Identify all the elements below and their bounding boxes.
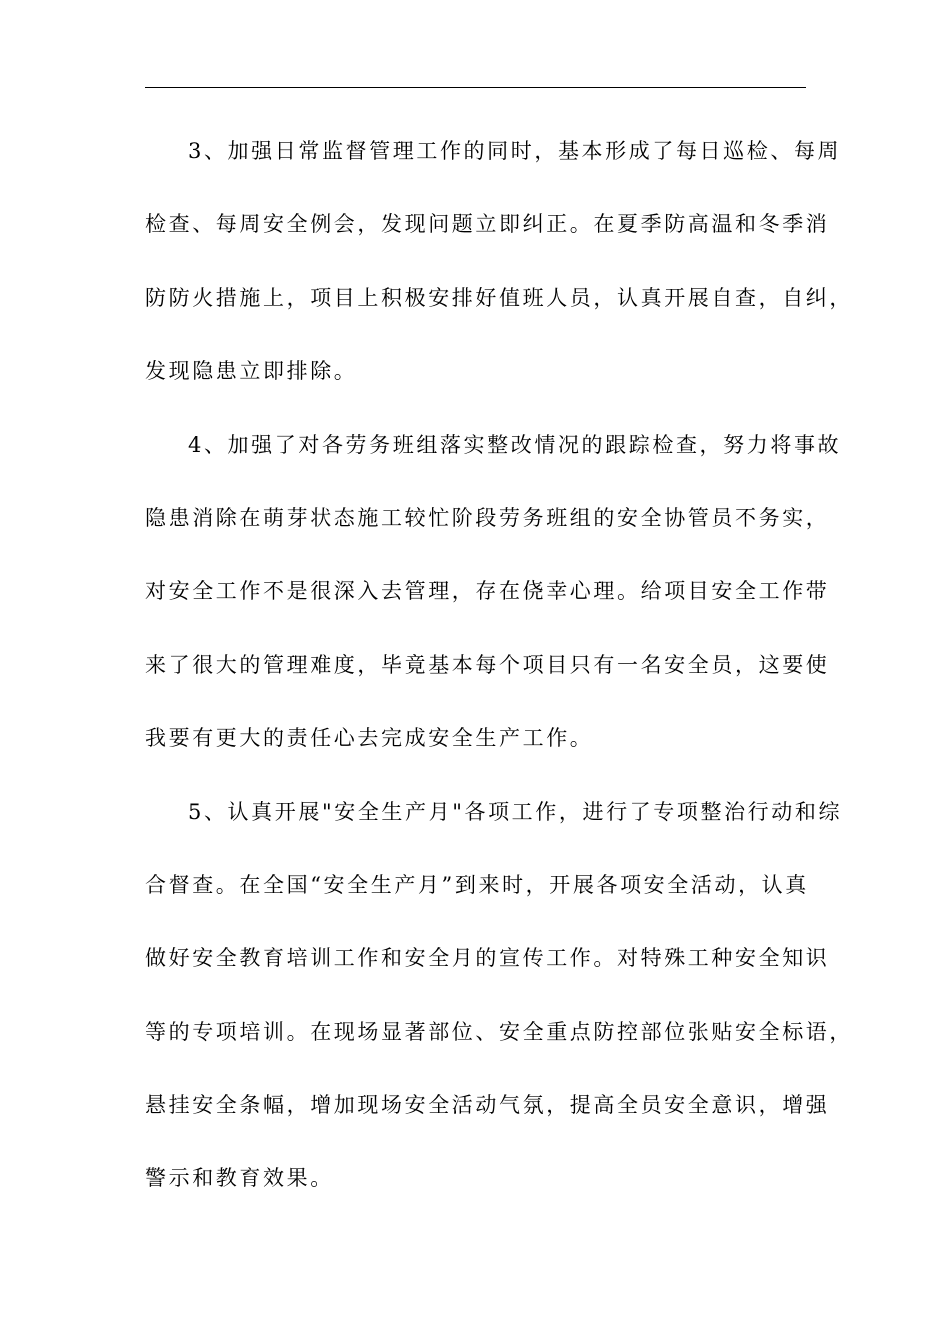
text-line: 我要有更大的责任心去完成安全生产工作。 xyxy=(145,726,594,751)
paragraph-5 xyxy=(145,776,853,1216)
paragraph-4 xyxy=(145,409,842,776)
text-line: 做好安全教育培训工作和安全月的宣传工作。对特殊工种安全知识 xyxy=(145,946,830,971)
header-rule xyxy=(145,87,806,88)
paragraph-3 xyxy=(145,115,853,409)
text-line: 发现隐患立即排除。 xyxy=(145,359,358,384)
document-body xyxy=(145,115,853,1216)
text-line: 3、加强日常监督管理工作的同时，基本形成了每日巡检、每周 xyxy=(188,139,842,163)
text-line: 警示和教育效果。 xyxy=(145,1166,334,1191)
text-line: 来了很大的管理难度，毕竟基本每个项目只有一名安全员，这要使 xyxy=(145,652,830,677)
text-line: 悬挂安全条幅，增加现场安全活动气氛，提高全员安全意识，增强 xyxy=(145,1093,830,1118)
text-line: 合督查。在全国“安全生产月”到来时，开展各项安全活动，认真 xyxy=(145,872,809,897)
text-line: 4、加强了对各劳务班组落实整改情况的跟踪检查，努力将事故 xyxy=(188,432,842,457)
text-line: 对安全工作不是很深入去管理，存在侥幸心理。给项目安全工作带 xyxy=(145,579,830,604)
text-line: 检查、每周安全例会，发现问题立即纠正。在夏季防高温和冬季消 xyxy=(145,212,830,237)
text-line: 5、认真开展"安全生产月"各项工作，进行了专项整治行动和综 xyxy=(188,799,843,824)
text-line: 防防火措施上，项目上积极安排好值班人员，认真开展自查，自纠， xyxy=(145,285,853,310)
text-line: 等的专项培训。在现场显著部位、安全重点防控部位张贴安全标语， xyxy=(145,1019,853,1044)
text-line: 隐患消除在萌芽状态施工较忙阶段劳务班组的安全协管员不务实， xyxy=(145,505,830,530)
